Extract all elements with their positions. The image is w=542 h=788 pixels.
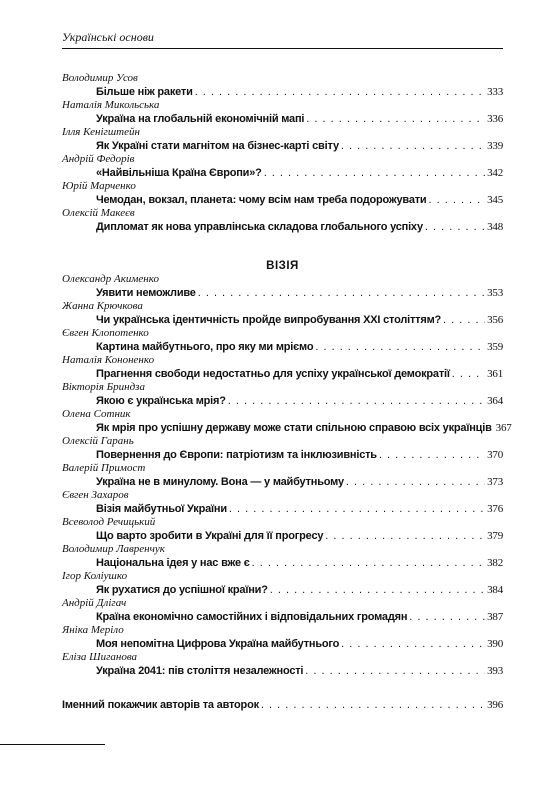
toc-entry[interactable] bbox=[62, 584, 503, 598]
toc-author: Андрій Федорів bbox=[62, 153, 135, 165]
toc-entry-title: Більше ніж ракети bbox=[96, 85, 193, 98]
running-head: Українські основи bbox=[62, 30, 154, 44]
toc-entry-page: 342 bbox=[487, 166, 503, 179]
toc-author: Олена Сотник bbox=[62, 408, 131, 420]
toc-entry-title: Моя непомітна Цифрова Україна майбутнього bbox=[96, 637, 340, 650]
leader-dots bbox=[252, 557, 486, 571]
toc-author: Наталія Микольська bbox=[62, 99, 160, 111]
toc-entry[interactable] bbox=[62, 194, 503, 208]
toc-entry-title: Картина майбутнього, про яку ми мріємо bbox=[96, 340, 314, 353]
toc-author: Ігор Коліушко bbox=[62, 570, 128, 582]
toc-entry[interactable] bbox=[62, 611, 503, 625]
toc-entry[interactable] bbox=[62, 530, 503, 544]
toc-author: Володимир Усов bbox=[62, 72, 138, 84]
toc-entry[interactable] bbox=[62, 221, 503, 235]
section-title: ВІЗІЯ bbox=[266, 260, 299, 272]
toc-author: Яніка Меріло bbox=[62, 624, 124, 636]
toc-author: Ілля Кенігштейн bbox=[62, 126, 140, 138]
toc-author: Вікторія Бриндза bbox=[62, 381, 145, 393]
toc-entry-page: 370 bbox=[487, 448, 503, 461]
toc-entry-title: Повернення до Європи: патріотизм та інклюзивність bbox=[96, 448, 377, 461]
leader-dots bbox=[264, 167, 485, 181]
leader-dots bbox=[379, 449, 485, 463]
toc-entry-title: Чи українська ідентичність пройде випробування XXI століттям? bbox=[96, 313, 442, 326]
leader-dots bbox=[452, 368, 485, 382]
toc-entry-page: 348 bbox=[487, 220, 503, 233]
toc-entry[interactable] bbox=[62, 314, 503, 328]
footer-rule bbox=[0, 744, 105, 745]
toc-entry[interactable] bbox=[62, 287, 503, 301]
toc-entry-page: 345 bbox=[487, 193, 503, 206]
toc-entry-title: Країна економічно самостійних і відповідальних громадян bbox=[96, 610, 408, 623]
toc-entry[interactable] bbox=[62, 113, 503, 127]
toc-entry[interactable] bbox=[62, 140, 503, 154]
leader-dots bbox=[270, 584, 485, 598]
toc-entry-page: 359 bbox=[487, 340, 503, 353]
toc-entry[interactable] bbox=[62, 86, 503, 100]
toc-entry-title: Національна ідея у нас вже є bbox=[96, 556, 250, 569]
toc-section-2 bbox=[62, 273, 512, 678]
toc-entry-page: 384 bbox=[487, 583, 503, 596]
toc-entry-title: Україна не в минулому. Вона — у майбутньому bbox=[96, 475, 344, 488]
toc-entry-page: 367 bbox=[495, 421, 512, 434]
toc-entry[interactable] bbox=[62, 341, 503, 355]
index-entry-page: 396 bbox=[487, 699, 503, 711]
toc-entry-page: 376 bbox=[487, 502, 503, 515]
toc-entry-page: 382 bbox=[487, 556, 503, 569]
toc-author: Юрій Марченко bbox=[62, 180, 136, 192]
toc-author: Наталія Кононенко bbox=[62, 354, 155, 366]
toc-entry-page: 393 bbox=[487, 664, 503, 677]
toc-entry[interactable] bbox=[62, 638, 503, 652]
toc-entry-title: Як мрія про успішну державу може стати спільною справою всіх українців bbox=[96, 421, 492, 434]
leader-dots bbox=[228, 395, 485, 409]
toc-author: Валерій Примост bbox=[62, 462, 146, 474]
leader-dots bbox=[409, 611, 485, 625]
toc-author: Володимир Лавренчук bbox=[62, 543, 165, 555]
leader-dots bbox=[305, 665, 485, 679]
toc-entry-title: Як Україні стати магнітом на бізнес-карті світу bbox=[96, 139, 339, 152]
toc-entry-title: Як рухатися до успішної країни? bbox=[96, 583, 268, 596]
toc-entry[interactable] bbox=[62, 421, 512, 436]
toc-entry-page: 353 bbox=[487, 286, 503, 299]
toc-author: Євген Захаров bbox=[62, 489, 129, 501]
toc-entry-page: 361 bbox=[487, 367, 503, 380]
leader-dots bbox=[229, 503, 485, 517]
toc-entry-page: 387 bbox=[487, 610, 503, 623]
toc-entry[interactable] bbox=[62, 368, 503, 382]
toc-author: Олексій Макеєв bbox=[62, 207, 135, 219]
toc-entry[interactable] bbox=[62, 557, 503, 571]
leader-dots bbox=[425, 221, 485, 235]
toc-entry-page: 373 bbox=[487, 475, 503, 488]
toc-entry[interactable] bbox=[62, 449, 503, 463]
leader-dots bbox=[429, 194, 486, 208]
leader-dots bbox=[341, 638, 485, 652]
leader-dots bbox=[195, 86, 485, 100]
toc-entry-title: Візія майбутньої України bbox=[96, 502, 227, 515]
toc-section-1 bbox=[62, 72, 503, 234]
toc-author: Андрій Длігач bbox=[62, 597, 127, 609]
toc-author: Еліза Шиганова bbox=[62, 651, 138, 663]
toc-author: Олексій Гарань bbox=[62, 435, 134, 447]
toc-entry-page: 379 bbox=[487, 529, 503, 542]
toc-entry-title: Чемодан, вокзал, планета: чому всім нам треба подорожувати bbox=[96, 193, 427, 206]
toc-author: Євген Клопотенко bbox=[62, 327, 149, 339]
toc-entry-title: Дипломат як нова управлінська складова глобального успіху bbox=[96, 220, 423, 233]
index-entry-title: Іменний покажчик авторів та авторок bbox=[62, 699, 259, 711]
leader-dots bbox=[198, 287, 485, 301]
leader-dots bbox=[315, 341, 485, 355]
toc-entry-page: 333 bbox=[487, 85, 503, 98]
toc-entry-title: Що варто зробити в Україні для її прогресу bbox=[96, 529, 324, 542]
leader-dots bbox=[346, 476, 485, 490]
toc-author: Олександр Акименко bbox=[62, 273, 159, 285]
toc-entry-title: Україна на глобальній економічній мапі bbox=[96, 112, 305, 125]
leader-dots bbox=[261, 699, 485, 713]
toc-entry-title: «Найвільніша Країна Європи»? bbox=[96, 166, 262, 179]
toc-entry-page: 336 bbox=[487, 112, 503, 125]
leader-dots bbox=[341, 140, 485, 154]
leader-dots bbox=[325, 530, 485, 544]
toc-entry-page: 339 bbox=[487, 139, 503, 152]
toc-author: Всеволод Речицький bbox=[62, 516, 156, 528]
toc-entry-page: 390 bbox=[487, 637, 503, 650]
toc-entry-page: 356 bbox=[487, 313, 503, 326]
toc-author: Жанна Крючкова bbox=[62, 300, 143, 312]
toc-entry[interactable] bbox=[62, 665, 503, 679]
toc-entry-title: Україна 2041: пів століття незалежності bbox=[96, 664, 304, 677]
toc-entry-title: Прагнення свободи недостатньо для успіху української демократії bbox=[96, 367, 450, 380]
toc-entry[interactable] bbox=[62, 167, 503, 181]
toc-entry-page: 364 bbox=[487, 394, 503, 407]
toc-entry-title: Якою є українська мрія? bbox=[96, 394, 226, 407]
leader-dots bbox=[443, 314, 485, 328]
toc-entry[interactable] bbox=[62, 503, 503, 517]
toc-entry[interactable] bbox=[62, 395, 503, 409]
toc-entry[interactable] bbox=[62, 476, 503, 490]
index-entry[interactable] bbox=[62, 699, 503, 713]
toc-entry-title: Уявити неможливе bbox=[96, 286, 196, 299]
leader-dots bbox=[306, 113, 485, 127]
header-rule bbox=[62, 48, 503, 49]
